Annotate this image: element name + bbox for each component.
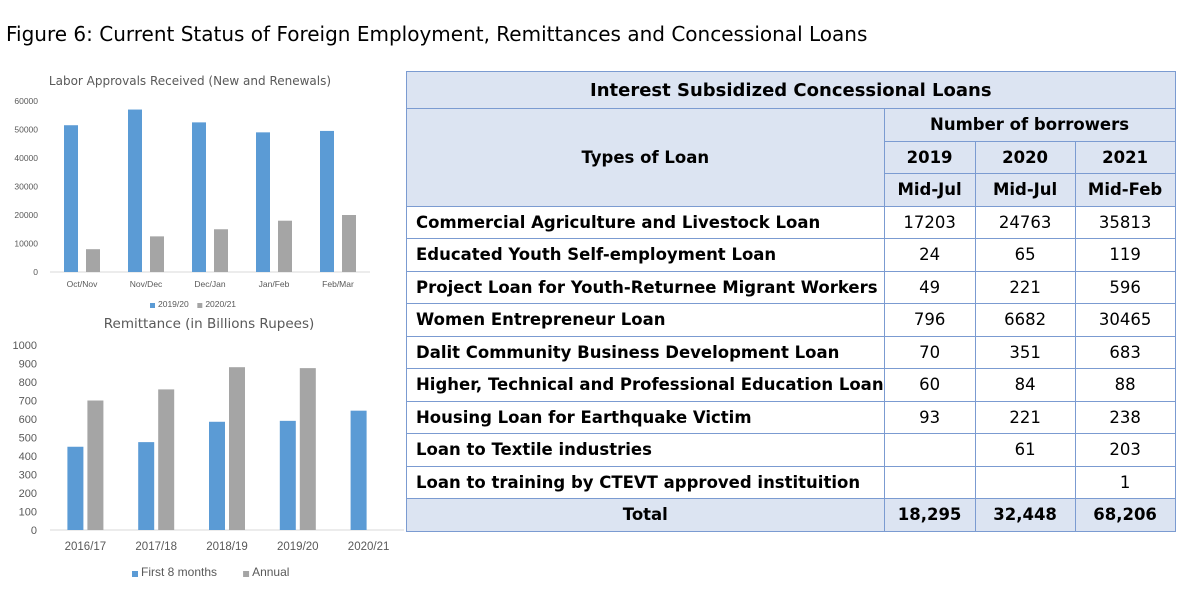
y-tick-label: 300 bbox=[18, 469, 37, 482]
table-row bbox=[407, 271, 1176, 304]
value-2020: 221 bbox=[975, 401, 1075, 434]
y-tick-label: 10000 bbox=[14, 238, 38, 249]
x-tick-label: Oct/Nov bbox=[66, 279, 98, 289]
bar-annual bbox=[229, 367, 245, 530]
loan-name: Housing Loan for Earthquake Victim bbox=[407, 401, 885, 434]
bar-2020-21 bbox=[214, 229, 228, 272]
bar-annual bbox=[300, 368, 316, 530]
bar-2019-20 bbox=[64, 125, 78, 272]
value-2021: 238 bbox=[1075, 401, 1175, 434]
chart-title: Labor Approvals Received (New and Renewals) bbox=[48, 74, 332, 88]
y-tick-label: 700 bbox=[18, 395, 37, 408]
table-row bbox=[407, 239, 1176, 272]
y-tick-label: 0 bbox=[30, 524, 37, 537]
value-2020 bbox=[975, 466, 1075, 499]
legend-label: 2020/21 bbox=[205, 299, 237, 309]
value-2019: 796 bbox=[884, 304, 975, 337]
chart-title: Remittance (in Billions Rupees) bbox=[103, 316, 315, 332]
total-row bbox=[407, 499, 1176, 532]
y-tick-label: 800 bbox=[18, 376, 37, 389]
total-2019: 18,295 bbox=[884, 499, 975, 532]
x-tick-label: Nov/Dec bbox=[129, 279, 163, 289]
types-of-loan-header: Types of Loan bbox=[407, 109, 885, 207]
value-2019 bbox=[884, 434, 975, 467]
value-2020: 6682 bbox=[975, 304, 1075, 337]
figure-title: Figure 6: Current Status of Foreign Employment, Remittances and Concessional Loans bbox=[6, 22, 868, 46]
x-tick-label: 2016/17 bbox=[64, 541, 107, 553]
bar-first-8-months bbox=[209, 422, 225, 530]
table-row bbox=[407, 304, 1176, 337]
bar-2019-20 bbox=[256, 132, 270, 272]
y-tick-label: 0 bbox=[33, 266, 38, 277]
loan-name: Higher, Technical and Professional Education Loan bbox=[407, 369, 885, 402]
bar-2020-21 bbox=[342, 215, 356, 272]
value-2020: 65 bbox=[975, 239, 1075, 272]
period-2020-header: Mid-Jul bbox=[975, 174, 1075, 207]
table-header-row bbox=[407, 109, 1176, 142]
table-title: Interest Subsidized Concessional Loans bbox=[407, 72, 1176, 109]
bar-2020-21 bbox=[278, 221, 292, 272]
table-row bbox=[407, 466, 1176, 499]
value-2019: 17203 bbox=[884, 206, 975, 239]
y-tick-label: 500 bbox=[18, 432, 37, 445]
labor-approvals-chart bbox=[0, 64, 400, 314]
year-2021-header: 2021 bbox=[1075, 141, 1175, 174]
value-2021: 596 bbox=[1075, 271, 1175, 304]
loan-name: Women Entrepreneur Loan bbox=[407, 304, 885, 337]
value-2019 bbox=[884, 466, 975, 499]
legend-swatch bbox=[243, 571, 249, 577]
y-tick-label: 100 bbox=[18, 506, 37, 519]
loan-name: Loan to Textile industries bbox=[407, 434, 885, 467]
x-tick-label: 2019/20 bbox=[277, 541, 319, 553]
table-row bbox=[407, 434, 1176, 467]
bar-first-8-months bbox=[67, 447, 83, 530]
bar-first-8-months bbox=[280, 421, 296, 530]
value-2020: 221 bbox=[975, 271, 1075, 304]
value-2020: 84 bbox=[975, 369, 1075, 402]
value-2021: 1 bbox=[1075, 466, 1175, 499]
year-2019-header: 2019 bbox=[884, 141, 975, 174]
total-label: Total bbox=[407, 499, 885, 532]
y-tick-label: 30000 bbox=[14, 181, 38, 192]
period-2021-header: Mid-Feb bbox=[1075, 174, 1175, 207]
value-2019: 24 bbox=[884, 239, 975, 272]
value-2019: 49 bbox=[884, 271, 975, 304]
total-2020: 32,448 bbox=[975, 499, 1075, 532]
bar-annual bbox=[158, 389, 174, 530]
bar-annual bbox=[87, 401, 103, 531]
bar-first-8-months bbox=[138, 442, 154, 530]
legend-label: 2019/20 bbox=[158, 299, 189, 309]
y-tick-label: 200 bbox=[18, 487, 37, 500]
value-2021: 683 bbox=[1075, 336, 1175, 369]
bar-2019-20 bbox=[128, 110, 142, 272]
table-title-row bbox=[407, 72, 1176, 109]
value-2021: 30465 bbox=[1075, 304, 1175, 337]
value-2019: 70 bbox=[884, 336, 975, 369]
year-2020-header: 2020 bbox=[975, 141, 1075, 174]
legend-label: First 8 months bbox=[141, 565, 218, 579]
y-tick-label: 20000 bbox=[14, 209, 38, 220]
number-of-borrowers-header: Number of borrowers bbox=[884, 109, 1175, 142]
bar-2019-20 bbox=[192, 122, 206, 272]
value-2020: 351 bbox=[975, 336, 1075, 369]
value-2021: 88 bbox=[1075, 369, 1175, 402]
y-tick-label: 50000 bbox=[14, 124, 38, 135]
total-2021: 68,206 bbox=[1075, 499, 1175, 532]
loan-name: Project Loan for Youth-Returnee Migrant Workers bbox=[407, 271, 885, 304]
bar-2019-20 bbox=[320, 131, 334, 272]
period-2019-header: Mid-Jul bbox=[884, 174, 975, 207]
value-2020: 24763 bbox=[975, 206, 1075, 239]
value-2019: 93 bbox=[884, 401, 975, 434]
x-tick-label: Feb/Mar bbox=[322, 279, 354, 289]
table-row bbox=[407, 336, 1176, 369]
x-tick-label: 2017/18 bbox=[135, 541, 177, 553]
y-tick-label: 40000 bbox=[14, 152, 38, 163]
bar-2020-21 bbox=[150, 236, 164, 272]
y-tick-label: 900 bbox=[18, 358, 37, 371]
table-row bbox=[407, 369, 1176, 402]
concessional-loans-table bbox=[406, 71, 1176, 532]
table-row bbox=[407, 206, 1176, 239]
loan-name: Commercial Agriculture and Livestock Loan bbox=[407, 206, 885, 239]
value-2020: 61 bbox=[975, 434, 1075, 467]
y-tick-label: 60000 bbox=[14, 95, 38, 106]
loan-name: Loan to training by CTEVT approved instituition bbox=[407, 466, 885, 499]
x-tick-label: 2020/21 bbox=[347, 541, 390, 553]
y-tick-label: 400 bbox=[18, 450, 37, 463]
loan-name: Dalit Community Business Development Loan bbox=[407, 336, 885, 369]
legend-swatch bbox=[132, 571, 138, 577]
bar-2020-21 bbox=[86, 249, 100, 272]
x-tick-label: Dec/Jan bbox=[194, 279, 226, 289]
value-2019: 60 bbox=[884, 369, 975, 402]
x-tick-label: 2018/19 bbox=[206, 541, 248, 553]
x-tick-label: Jan/Feb bbox=[258, 279, 290, 289]
bar-first-8-months bbox=[351, 411, 367, 530]
table-row bbox=[407, 401, 1176, 434]
value-2021: 203 bbox=[1075, 434, 1175, 467]
value-2021: 119 bbox=[1075, 239, 1175, 272]
remittance-chart bbox=[0, 308, 400, 593]
y-tick-label: 1000 bbox=[12, 339, 37, 352]
legend-label: Annual bbox=[252, 565, 290, 579]
y-tick-label: 600 bbox=[18, 413, 37, 426]
loan-name: Educated Youth Self-employment Loan bbox=[407, 239, 885, 272]
value-2021: 35813 bbox=[1075, 206, 1175, 239]
